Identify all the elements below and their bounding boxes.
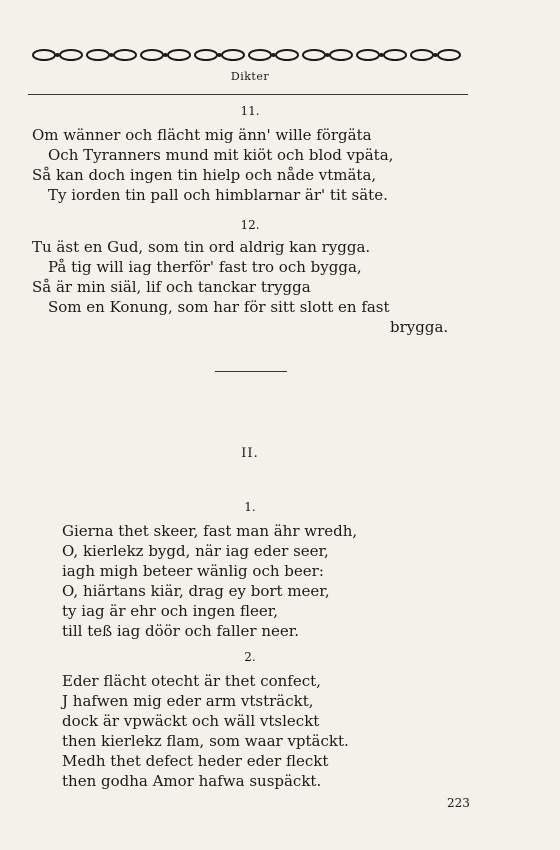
verse-line: Om wänner och flächt mig änn' wille förgäta xyxy=(32,126,372,144)
header-rule xyxy=(28,94,468,95)
verse-line: Eder flächt otecht är thet confect, xyxy=(62,672,321,690)
section-divider xyxy=(215,371,287,372)
verse-line: till teß iag döör och faller neer. xyxy=(62,622,300,640)
poem-number: 12. xyxy=(240,218,260,232)
verse-line: brygga. xyxy=(390,318,449,336)
verse-line: På tig will iag therför' fast tro och bygga, xyxy=(48,258,362,276)
verse-line: iagh migh beteer wänlig och beer: xyxy=(62,562,324,580)
verse-line: Så är min siäl, lif och tanckar trygga xyxy=(32,278,311,296)
poem-number: 1. xyxy=(244,500,256,514)
verse-line: Medh thet defect heder eder fleckt xyxy=(62,752,329,770)
verse-line: Ty iorden tin pall och himblarnar är' tit säte. xyxy=(48,186,388,204)
verse-line: Och Tyranners mund mit kiöt och blod vpäta, xyxy=(48,146,394,164)
verse-line: O, kierlekz bygd, när iag eder seer, xyxy=(62,542,329,560)
verse-line: O, hiärtans kiär, drag ey bort meer, xyxy=(62,582,330,600)
poem-number: 11. xyxy=(240,104,260,118)
verse-line: Så kan doch ingen tin hielp och nåde vtmäta, xyxy=(32,166,377,184)
verse-line: Tu äst en Gud, som tin ord aldrig kan rygga. xyxy=(32,238,371,256)
verse-line: then kierlekz flam, som waar vptäckt. xyxy=(62,732,349,750)
section-heading: II. xyxy=(241,446,259,461)
verse-line: Gierna thet skeer, fast man ähr wredh, xyxy=(62,522,358,540)
ornamental-border xyxy=(30,46,470,64)
verse-line: ty iag är ehr och ingen fleer, xyxy=(62,602,279,620)
running-head: Dikter xyxy=(230,70,270,83)
verse-line: J hafwen mig eder arm vtsträckt, xyxy=(62,692,314,710)
page-number: 223 xyxy=(447,796,470,810)
verse-line: then godha Amor hafwa suspäckt. xyxy=(62,772,322,790)
verse-line: Som en Konung, som har för sitt slott en fast xyxy=(48,298,390,316)
poem-number: 2. xyxy=(244,650,256,664)
verse-line: dock är vpwäckt och wäll vtsleckt xyxy=(62,712,320,730)
